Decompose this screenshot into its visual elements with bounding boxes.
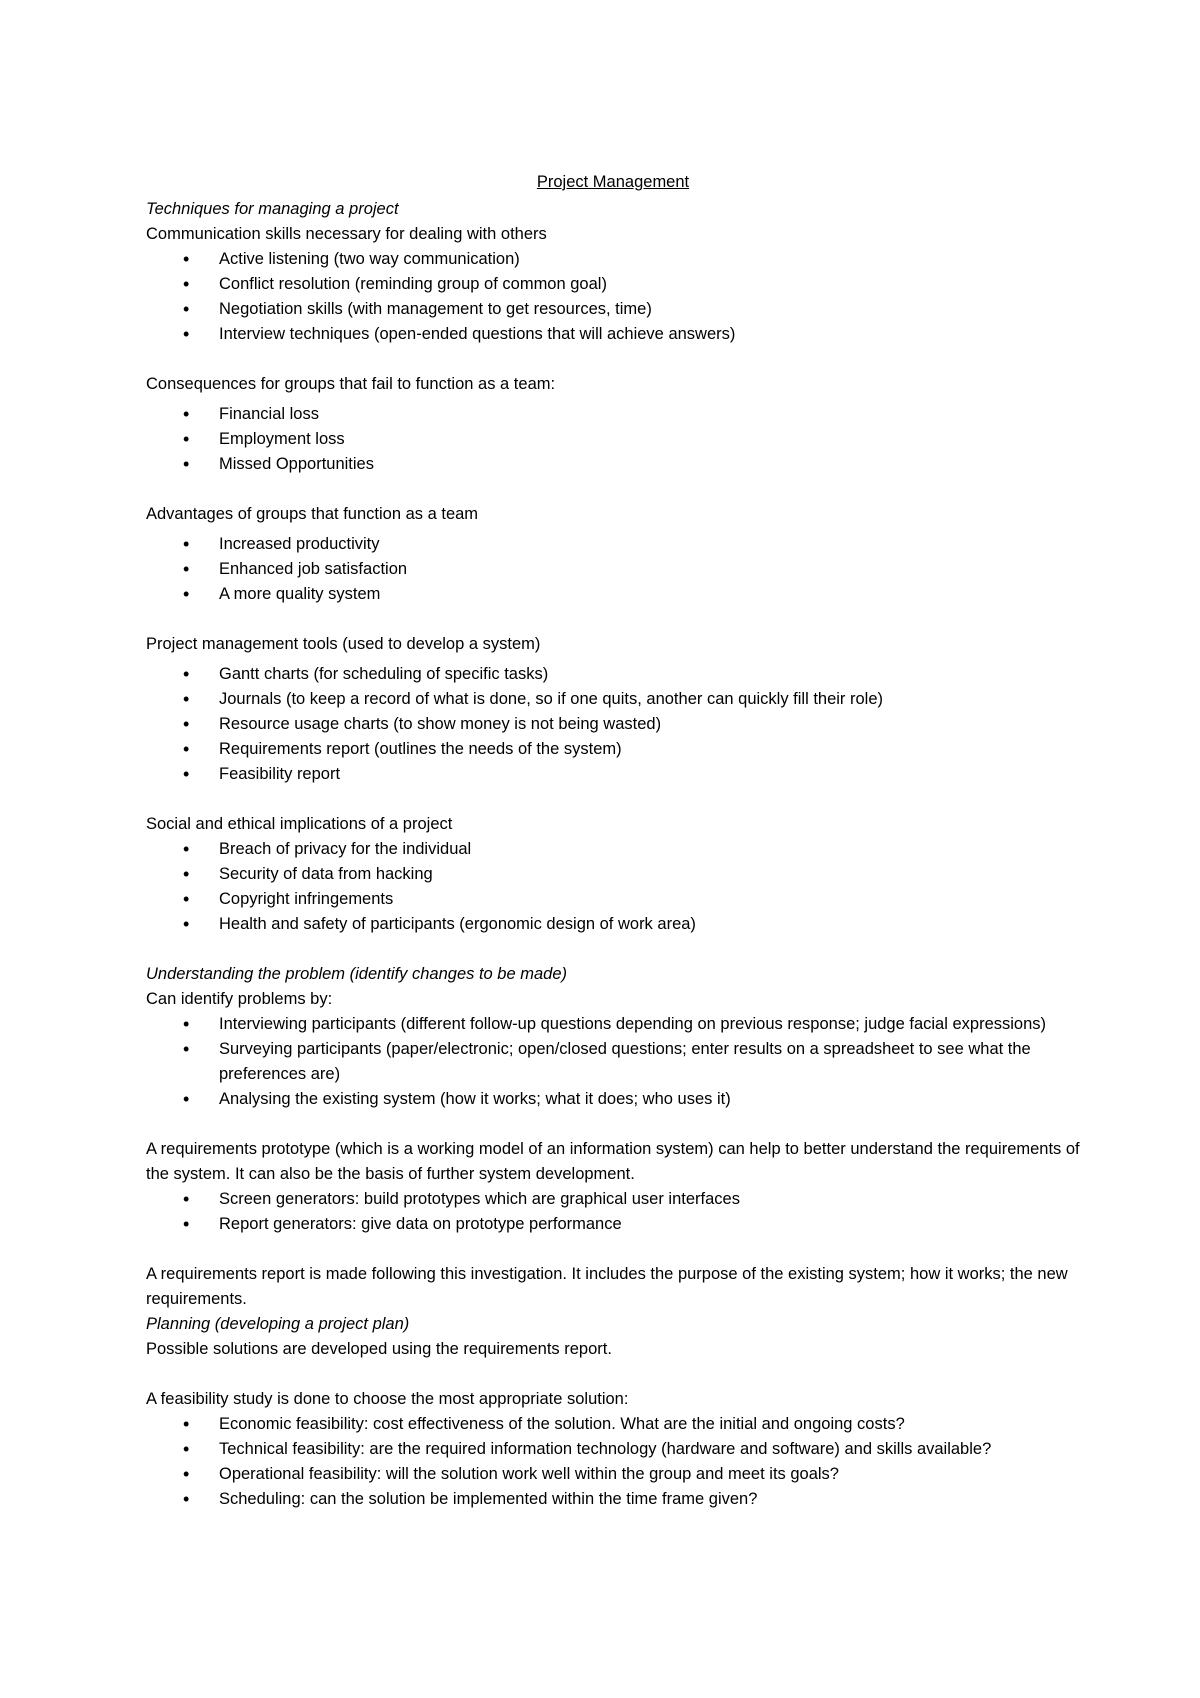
communication-list [146, 247, 1080, 347]
consequences-heading: Consequences for groups that fail to function as a team: [146, 375, 556, 393]
list-item: • Employment loss [146, 427, 1080, 452]
tools-list [146, 662, 1080, 787]
list-item: • Enhanced job satisfaction [146, 557, 1080, 582]
techniques-heading: Techniques for managing a project [146, 200, 399, 218]
social-list [146, 837, 1080, 937]
list-item: • Surveying participants (paper/electronic; open/closed questions; enter results on a spreadsheet to see what the preferences are) [146, 1037, 1080, 1087]
list-item: • Interview techniques (open-ended questions that will achieve answers) [146, 322, 1080, 347]
page-title: Project Management [536, 173, 690, 191]
advantages-heading: Advantages of groups that function as a team [146, 505, 479, 523]
list-item: • Economic feasibility: cost effectiveness of the solution. What are the initial and ongoing costs? [146, 1412, 1080, 1437]
understanding-heading: Understanding the problem (identify changes to be made) [146, 965, 567, 983]
understanding-subheading: Can identify problems by: [146, 990, 333, 1008]
list-item: • Analysing the existing system (how it works; what it does; who uses it) [146, 1087, 1080, 1112]
understanding-list [146, 1012, 1080, 1112]
feasibility-list [146, 1412, 1080, 1512]
list-item: • Resource usage charts (to show money is not being wasted) [146, 712, 1080, 737]
list-item: • A more quality system [146, 582, 1080, 607]
advantages-list [146, 532, 1080, 607]
list-item: • Active listening (two way communication) [146, 247, 1080, 272]
social-heading: Social and ethical implications of a project [146, 815, 453, 833]
list-item: • Feasibility report [146, 762, 1080, 787]
planning-paragraph: Possible solutions are developed using the requirements report. [146, 1340, 612, 1358]
list-item: • Scheduling: can the solution be implemented within the time frame given? [146, 1487, 1080, 1512]
list-item: • Security of data from hacking [146, 862, 1080, 887]
list-item: • Interviewing participants (different follow-up questions depending on previous response; judge facial expressions) [146, 1012, 1080, 1037]
list-item: • Requirements report (outlines the needs of the system) [146, 737, 1080, 762]
prototype-paragraph: A requirements prototype (which is a working model of an information system) can help to better understand the requirements of the system. It can also be the basis of further system development. [146, 1140, 1080, 1183]
list-item: • Report generators: give data on prototype performance [146, 1212, 1080, 1237]
list-item: • Health and safety of participants (ergonomic design of work area) [146, 912, 1080, 937]
report-paragraph: A requirements report is made following this investigation. It includes the purpose of the existing system; how it works; the new requirements. [146, 1265, 1068, 1308]
list-item: • Journals (to keep a record of what is done, so if one quits, another can quickly fill their role) [146, 687, 1080, 712]
tools-heading: Project management tools (used to develop a system) [146, 635, 541, 653]
list-item: • Operational feasibility: will the solution work well within the group and meet its goals? [146, 1462, 1080, 1487]
list-item: • Missed Opportunities [146, 452, 1080, 477]
prototype-list [146, 1187, 1080, 1237]
list-item: • Increased productivity [146, 532, 1080, 557]
list-item: • Technical feasibility: are the required information technology (hardware and software) and skills available? [146, 1437, 1080, 1462]
list-item: • Gantt charts (for scheduling of specific tasks) [146, 662, 1080, 687]
planning-heading: Planning (developing a project plan) [146, 1315, 410, 1333]
communication-heading: Communication skills necessary for dealing with others [146, 225, 547, 243]
feasibility-heading: A feasibility study is done to choose the most appropriate solution: [146, 1390, 629, 1408]
consequences-list [146, 402, 1080, 477]
list-item: • Breach of privacy for the individual [146, 837, 1080, 862]
list-item: • Screen generators: build prototypes which are graphical user interfaces [146, 1187, 1080, 1212]
list-item: • Financial loss [146, 402, 1080, 427]
list-item: • Conflict resolution (reminding group of common goal) [146, 272, 1080, 297]
list-item: • Copyright infringements [146, 887, 1080, 912]
list-item: • Negotiation skills (with management to get resources, time) [146, 297, 1080, 322]
